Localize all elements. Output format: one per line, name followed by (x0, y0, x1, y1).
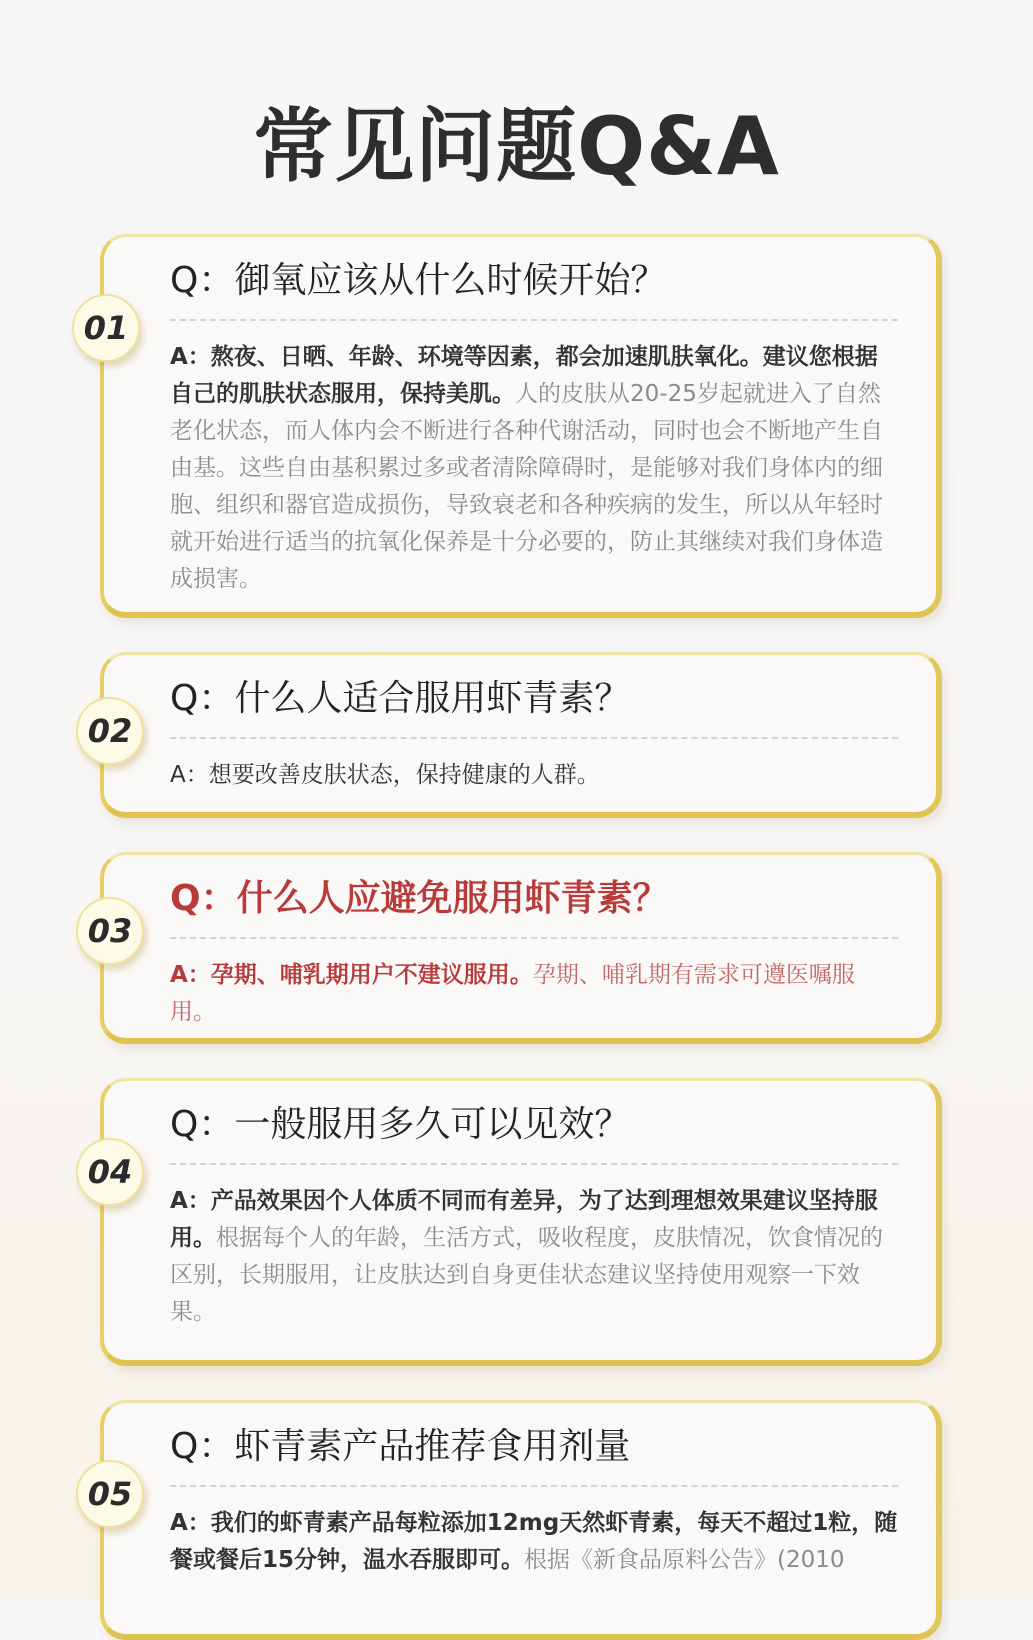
faq-answer (170, 339, 898, 598)
faq-answer (170, 757, 898, 794)
faq-card-04 (100, 1078, 942, 1366)
faq-number-badge: 03 (76, 897, 144, 965)
faq-card-01 (100, 234, 942, 618)
faq-answer (170, 957, 898, 1031)
faq-number-badge: 01 (72, 294, 140, 362)
faq-answer-detail: 根据每个人的年龄，生活方式，吸收程度，皮肤情况，饮食情况的区别，长期服用，让皮肤达到自身更佳状态建议坚持使用观察一下效果。 (170, 1225, 883, 1325)
faq-question: Q：什么人适合服用虾青素？ (170, 675, 898, 739)
faq-answer-lead: A：我们的虾青素产品每粒添加12mg天然虾青素，每天不超过1粒，随餐或餐后15分钟，温水吞服即可。 (170, 1510, 898, 1573)
faq-answer-detail: 人的皮肤从20-25岁起就进入了自然老化状态，而人体内会不断进行各种代谢活动，同时也会不断地产生自由基。这些自由基积累过多或者清除障碍时，是能够对我们身体内的细胞、组织和器官造成损伤，导致衰老和各种疾病的发生，所以从年轻时就开始进行适当的抗氧化保养是十分必要的，防止其继续对我们身体造成损害。 (170, 381, 883, 592)
faq-answer-lead: A：孕期、哺乳期用户不建议服用。 (170, 962, 533, 988)
faq-card-02 (100, 652, 942, 818)
faq-card-05 (100, 1400, 942, 1640)
faq-question: Q：御氧应该从什么时候开始？ (170, 257, 898, 321)
faq-question: Q：什么人应避免服用虾青素？ (170, 875, 898, 939)
faq-answer-detail: 孕期、哺乳期有需求可遵医嘱服用。 (170, 962, 855, 1025)
faq-question: Q：虾青素产品推荐食用剂量 (170, 1423, 898, 1487)
faq-number-badge: 02 (76, 697, 144, 765)
faq-answer-lead: A：产品效果因个人体质不同而有差异，为了达到理想效果建议坚持服用。 (170, 1188, 878, 1251)
faq-question: Q：一般服用多久可以见效？ (170, 1101, 898, 1165)
page-title: 常见问题Q&A (253, 100, 780, 193)
faq-answer-lead: A：想要改善皮肤状态，保持健康的人群。 (170, 762, 600, 788)
faq-card-03 (100, 852, 942, 1044)
faq-number-badge: 04 (76, 1138, 144, 1206)
faq-number-badge: 05 (76, 1460, 144, 1528)
faq-answer-lead: A：熬夜、日晒、年龄、环境等因素，都会加速肌肤氧化。建议您根据自己的肌肤状态服用，保持美肌。 (170, 344, 878, 407)
faq-answer (170, 1505, 898, 1579)
faq-answer (170, 1183, 898, 1331)
faq-answer-detail: 根据《新食品原料公告》(2010 (524, 1547, 845, 1573)
